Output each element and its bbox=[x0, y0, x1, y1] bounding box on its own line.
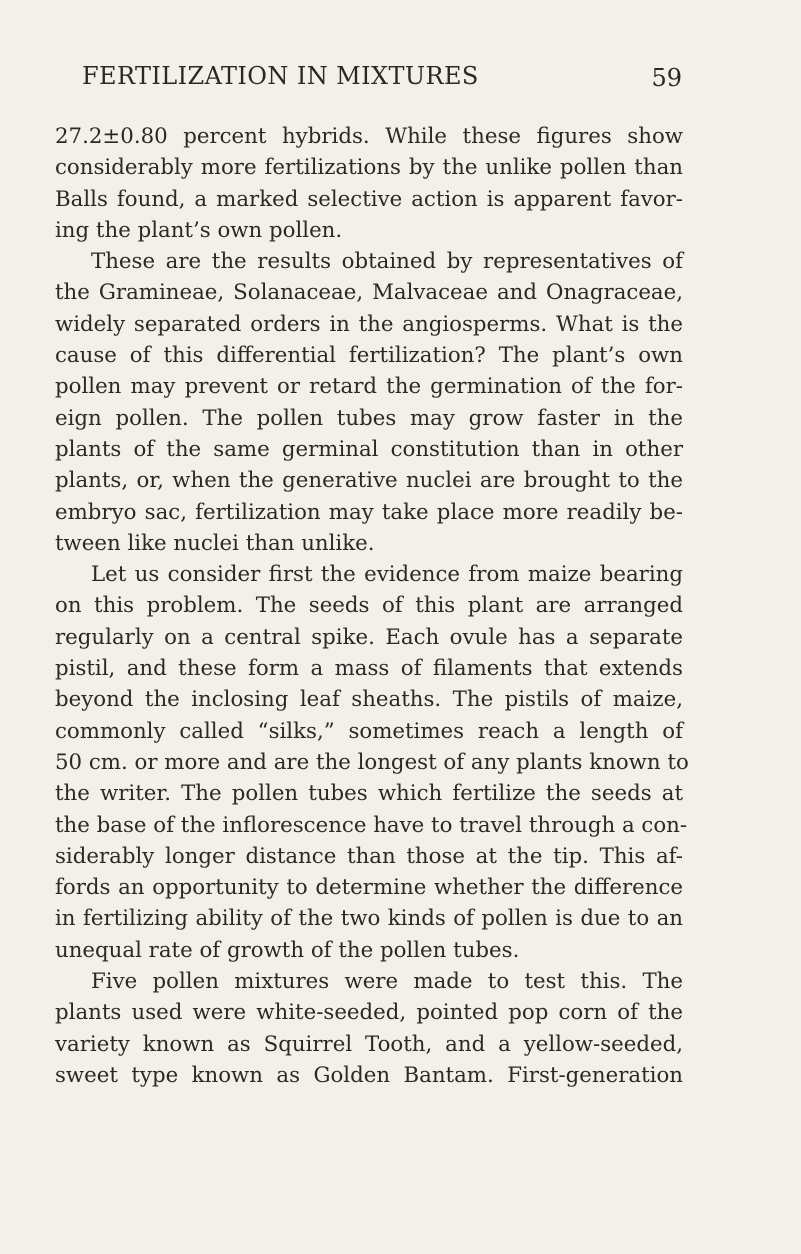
text-line: siderably longer distance than those at the tip. This af- bbox=[55, 843, 683, 869]
text-line: regularly on a central spike. Each ovule has a separate bbox=[55, 624, 683, 650]
text-line: the Gramineae, Solanaceae, Malvaceae and Onagraceae, bbox=[55, 280, 683, 306]
text-line: considerably more fertilizations by the unlike pollen than bbox=[55, 155, 683, 181]
text-line: eign pollen. The pollen tubes may grow faster in the bbox=[55, 405, 683, 431]
text-line: on this problem. The seeds of this plant are arranged bbox=[55, 593, 683, 619]
text-line: ing the plant’s own pollen. bbox=[55, 217, 343, 243]
running-title: FERTILIZATION IN MIXTURES bbox=[82, 62, 479, 90]
page-number: 59 bbox=[651, 64, 682, 92]
text-line: cause of this differential fertilization? The plant’s own bbox=[55, 343, 683, 369]
text-line: tween like nuclei than unlike. bbox=[55, 530, 375, 556]
text-line: in fertilizing ability of the two kinds of pollen is due to an bbox=[55, 906, 683, 932]
text-line: variety known as Squirrel Tooth, and a yellow-seeded, bbox=[55, 1031, 683, 1057]
text-line: unequal rate of growth of the pollen tubes. bbox=[55, 937, 520, 963]
text-line: plants used were white-seeded, pointed pop corn of the bbox=[55, 1000, 683, 1026]
text-line: pistil, and these form a mass of filaments that extends bbox=[55, 656, 683, 682]
text-line: commonly called “silks,” sometimes reach a length of bbox=[55, 718, 683, 744]
text-line: beyond the inclosing leaf sheaths. The pistils of maize, bbox=[55, 687, 683, 713]
text-line: Let us consider first the evidence from maize bearing bbox=[91, 562, 683, 588]
text-line: widely separated orders in the angiosperms. What is the bbox=[55, 311, 683, 337]
text-line: the writer. The pollen tubes which fertilize the seeds at bbox=[55, 781, 683, 807]
text-line: sweet type known as Golden Bantam. First-generation bbox=[55, 1062, 683, 1088]
text-line: Balls found, a marked selective action is apparent favor- bbox=[55, 186, 683, 212]
text-line: 50 cm. or more and are the longest of any plants known to bbox=[55, 749, 689, 775]
text-line: fords an opportunity to determine whether the difference bbox=[55, 875, 683, 901]
text-line: plants, or, when the generative nuclei are brought to the bbox=[55, 468, 683, 494]
body-text bbox=[55, 121, 689, 1091]
text-line: These are the results obtained by representatives of bbox=[91, 249, 683, 275]
text-line: plants of the same germinal constitution than in other bbox=[55, 436, 683, 462]
running-head bbox=[82, 62, 682, 98]
text-line: the base of the inflorescence have to travel through a con- bbox=[55, 812, 688, 838]
text-line: Five pollen mixtures were made to test this. The bbox=[91, 969, 683, 995]
text-line: 27.2±0.80 percent hybrids. While these figures show bbox=[55, 124, 683, 149]
text-line: embryo sac, fertilization may take place more readily be- bbox=[55, 499, 683, 525]
text-line: pollen may prevent or retard the germination of the for- bbox=[55, 374, 683, 400]
